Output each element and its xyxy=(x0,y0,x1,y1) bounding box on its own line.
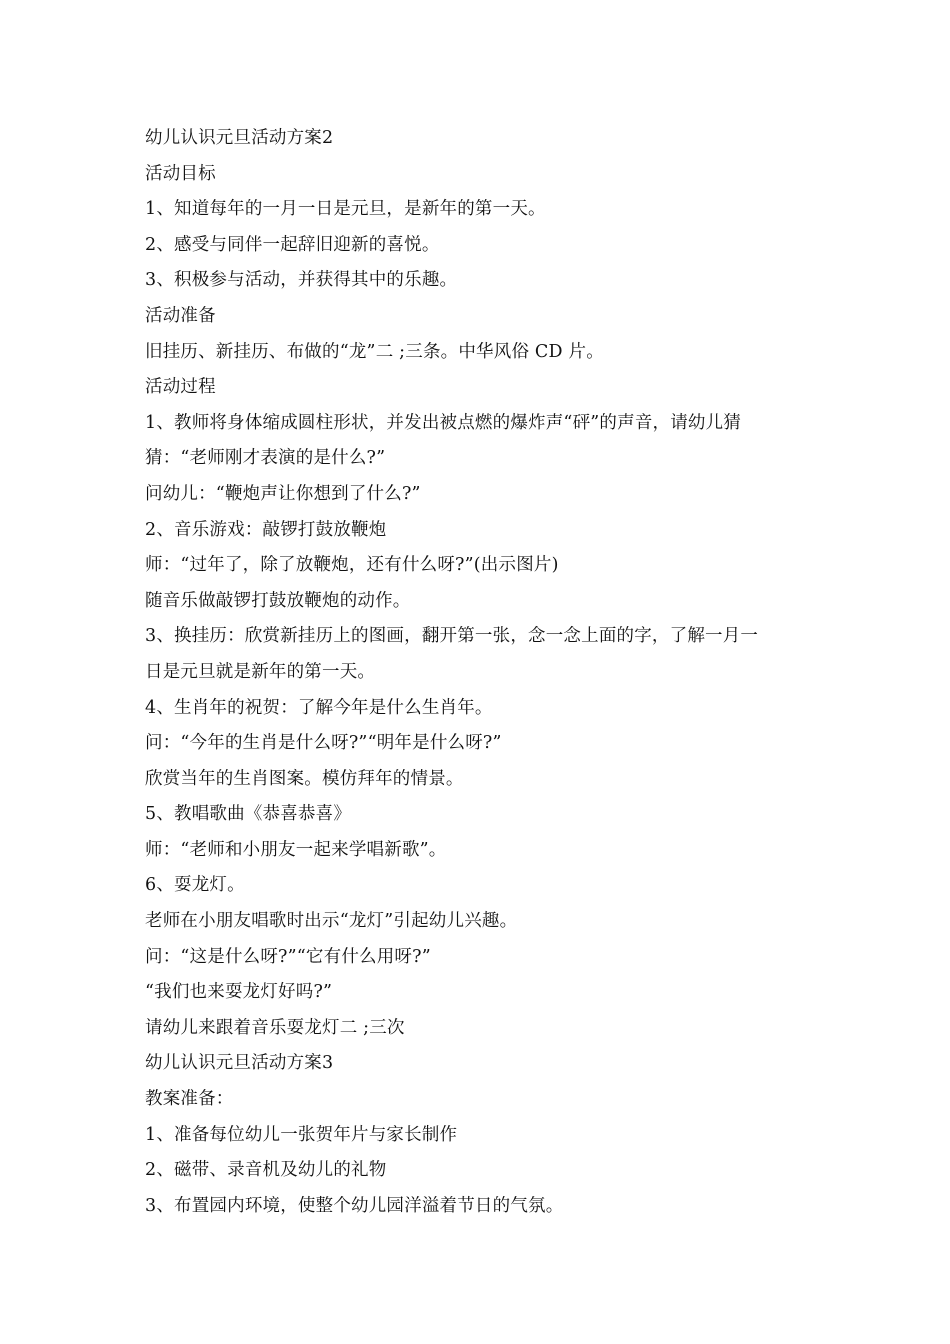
goal-item-2: 2、感受与同伴一起辞旧迎新的喜悦。 xyxy=(145,234,440,255)
process-step-5: 5、教唱歌曲《恭喜恭喜》 xyxy=(145,804,352,825)
process-step-4-action: 欣赏当年的生肖图案。模仿拜年的情景。 xyxy=(145,768,464,789)
process-step-3-line-2: 日是元旦就是新年的第一天。 xyxy=(145,661,376,682)
process-step-2: 2、音乐游戏：敲锣打鼓放鞭炮 xyxy=(145,519,387,540)
heading-activity-process: 活动过程 xyxy=(145,377,216,398)
goal-item-1: 1、知道每年的一月一日是元旦，是新年的第一天。 xyxy=(145,199,546,220)
process-step-4: 4、生肖年的祝贺：了解今年是什么生肖年。 xyxy=(145,697,493,718)
heading-lesson-preparation: 教案准备： xyxy=(145,1089,234,1110)
preparation-text: 旧挂历、新挂历、布做的“龙”二 ;三条。中华风俗 CD 片。 xyxy=(145,341,604,362)
process-step-1-line-2: 猜：“老师刚才表演的是什么?” xyxy=(145,448,386,469)
process-step-1-question: 问幼儿：“鞭炮声让你想到了什么?” xyxy=(145,483,421,504)
process-step-2-action: 随音乐做敲锣打鼓放鞭炮的动作。 xyxy=(145,590,411,611)
process-step-4-question: 问：“今年的生肖是什么呀?”“明年是什么呀?” xyxy=(145,733,502,754)
goal-item-3: 3、积极参与活动，并获得其中的乐趣。 xyxy=(145,270,458,291)
process-step-6-intro: 老师在小朋友唱歌时出示“龙灯”引起幼儿兴趣。 xyxy=(145,911,518,932)
section-title-plan-3: 幼儿认识元旦活动方案3 xyxy=(145,1053,334,1074)
heading-activity-goals: 活动目标 xyxy=(145,163,216,184)
process-step-2-teacher: 师：“过年了，除了放鞭炮，还有什么呀?”(出示图片) xyxy=(145,555,559,576)
lesson-prep-item-2: 2、磁带、录音机及幼儿的礼物 xyxy=(145,1160,387,1181)
section-title-plan-2: 幼儿认识元旦活动方案2 xyxy=(145,128,334,148)
process-step-6-invite: “我们也来耍龙灯好吗?” xyxy=(145,982,333,1003)
lesson-prep-item-1: 1、准备每位幼儿一张贺年片与家长制作 xyxy=(145,1124,458,1145)
process-step-3-line-1: 3、换挂历：欣赏新挂历上的图画，翻开第一张，念一念上面的字，了解一月一 xyxy=(145,626,759,647)
lesson-prep-item-3: 3、布置园内环境，使整个幼儿园洋溢着节日的气氛。 xyxy=(145,1195,564,1216)
process-step-1-line-1: 1、教师将身体缩成圆柱形状，并发出被点燃的爆炸声“砰”的声音，请幼儿猜 xyxy=(145,412,742,433)
process-step-6-action: 请幼儿来跟着音乐耍龙灯二 ;三次 xyxy=(145,1017,405,1038)
process-step-6-question: 问：“这是什么呀?”“它有什么用呀?” xyxy=(145,946,431,967)
heading-activity-preparation: 活动准备 xyxy=(145,305,216,326)
process-step-5-teacher: 师：“老师和小朋友一起来学唱新歌”。 xyxy=(145,839,447,860)
process-step-6: 6、耍龙灯。 xyxy=(145,875,245,896)
document-body xyxy=(145,121,810,1224)
